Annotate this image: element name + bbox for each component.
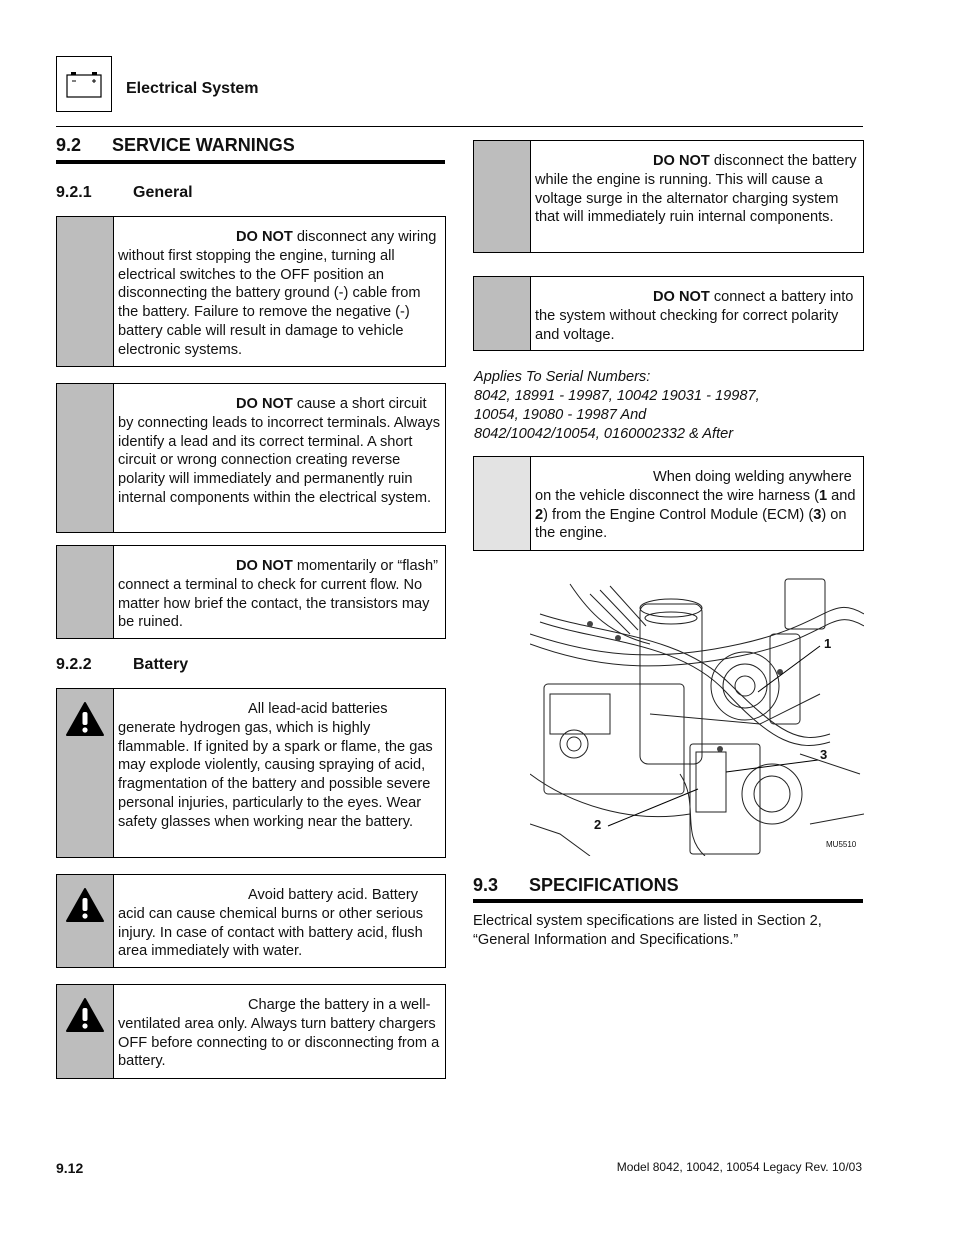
subsection-number: 9.2.1: [56, 184, 92, 201]
engine-figure: [530, 574, 864, 856]
warning-note: [56, 874, 446, 968]
section-9-3-heading: [473, 875, 679, 896]
applies-to-serials: [474, 368, 864, 444]
welding-note: [473, 456, 864, 551]
footer-model: Model 8042, 10042, 10054 Legacy Rev. 10/03: [616, 1160, 862, 1174]
note-text: [531, 141, 863, 252]
note-body: Avoid battery acid. Battery acid can cause chemical burns or other serious injury. In case of contact with battery acid, flush area immediately with water.: [118, 887, 424, 960]
warning-triangle-icon: [65, 997, 105, 1033]
note-marker: [474, 277, 531, 350]
emphasis: DO NOT: [653, 153, 710, 169]
note-body: disconnect the battery while the engine is running. This will cause a voltage surge in the alternator charging system that will immediately ruin internal components.: [535, 153, 857, 226]
note-marker: [57, 689, 114, 857]
page-number: 9.12: [56, 1160, 84, 1176]
callout-1: 1: [824, 636, 832, 651]
warning-note: [56, 984, 446, 1079]
note-body: Charge the battery in a well-ventilated area only. Always turn battery chargers OFF before connecting to or disconnecting from a battery.: [118, 997, 440, 1070]
section-rule: [473, 899, 863, 903]
emphasis: 3: [813, 506, 822, 523]
header-divider: [56, 126, 863, 127]
note-marker: [57, 546, 114, 638]
warning-triangle-icon: [65, 887, 105, 923]
note-text: [114, 217, 445, 366]
subsection-title: General: [133, 184, 193, 201]
note-text: [114, 546, 445, 638]
section-title: SERVICE WARNINGS: [112, 135, 295, 155]
note-body: ) from the Engine Control Module (ECM) (: [543, 506, 814, 523]
section-number: 9.2: [56, 135, 82, 155]
warning-note: [56, 688, 446, 858]
emphasis: DO NOT: [236, 229, 293, 245]
caution-note: [56, 383, 446, 533]
applies-to-line: 10054, 19080 - 19987 And: [474, 407, 647, 423]
applies-to-line: 8042/10042/10054, 0160002332 & After: [474, 426, 734, 442]
caution-note: [473, 276, 864, 351]
note-body: When doing welding anywhere on the vehicle disconnect the wire harness (: [535, 469, 852, 504]
emphasis: 1: [818, 487, 828, 504]
section-9-2-heading: [56, 135, 295, 156]
emphasis: DO NOT: [236, 396, 293, 412]
note-body: ) on the engine.: [535, 506, 847, 542]
subsection-9-2-2-heading: [56, 656, 188, 674]
note-body: All lead-acid batteries generate hydrogen gas, which is highly flammable. If ignited by a spark or flame, the gas may explode violently, causing spraying of acid, fragmentation of the battery and possible severe personal injuries, particularly to the eyes. Wear safety glasses when working near the battery.: [118, 701, 433, 830]
caution-note: [473, 140, 864, 253]
note-body: cause a short circuit by connecting leads to incorrect terminals. Always identify a lead and its correct terminal. A short circuit or wrong connection creating reverse polarity will immediately and permanently ruin internal components within the electrical system.: [118, 396, 441, 506]
figure-id: MU5510: [826, 840, 857, 849]
applies-to-line: Applies To Serial Numbers:: [474, 369, 651, 385]
note-text: [114, 384, 445, 532]
emphasis: DO NOT: [236, 558, 293, 574]
page-header-title: Electrical System: [126, 80, 259, 97]
section-rule: [56, 160, 445, 164]
specifications-text: Electrical system specifications are listed in Section 2, “General Information and Specifications.”: [473, 913, 822, 948]
section-title: SPECIFICATIONS: [529, 875, 679, 895]
subsection-title: Battery: [133, 656, 189, 673]
subsection-9-2-1-heading: [56, 184, 193, 202]
section-number: 9.3: [473, 875, 499, 895]
note-body: disconnect any wiring without first stopping the engine, turning all electrical switches to the OFF position an disconnecting the battery ground (-) cable from the battery. Failure to remove the negative (-) battery cable will result in damage to vehicle electronic systems.: [118, 229, 437, 358]
note-text: [114, 875, 445, 967]
note-text: [531, 277, 863, 350]
engine-ecm-illustration: [530, 574, 864, 856]
warning-triangle-icon: [65, 701, 105, 737]
battery-icon: [57, 57, 111, 111]
note-marker: [57, 875, 114, 967]
note-marker: [474, 141, 531, 252]
caution-note: [56, 545, 446, 639]
subsection-number: 9.2.2: [56, 656, 92, 673]
caution-note: [56, 216, 446, 367]
callout-3: 3: [820, 747, 828, 762]
emphasis: DO NOT: [653, 289, 710, 305]
note-body: momentarily or “flash” connect a terminal to check for current flow. No matter how brief the contact, the transistors may be ruined.: [118, 558, 438, 631]
note-text: [114, 985, 445, 1078]
note-marker: [57, 384, 114, 532]
applies-to-line: 8042, 18991 - 19987, 10042 19031 - 19987,: [474, 388, 760, 404]
emphasis: 2: [535, 506, 544, 523]
note-text: [114, 689, 445, 857]
note-text: [531, 457, 863, 550]
callout-2: 2: [594, 817, 602, 832]
note-body: and: [827, 487, 856, 504]
note-marker: [57, 217, 114, 366]
note-marker: [57, 985, 114, 1078]
note-marker: [474, 457, 531, 550]
battery-icon-box: [56, 56, 112, 112]
note-body: connect a battery into the system without checking for correct polarity and voltage.: [535, 289, 854, 343]
